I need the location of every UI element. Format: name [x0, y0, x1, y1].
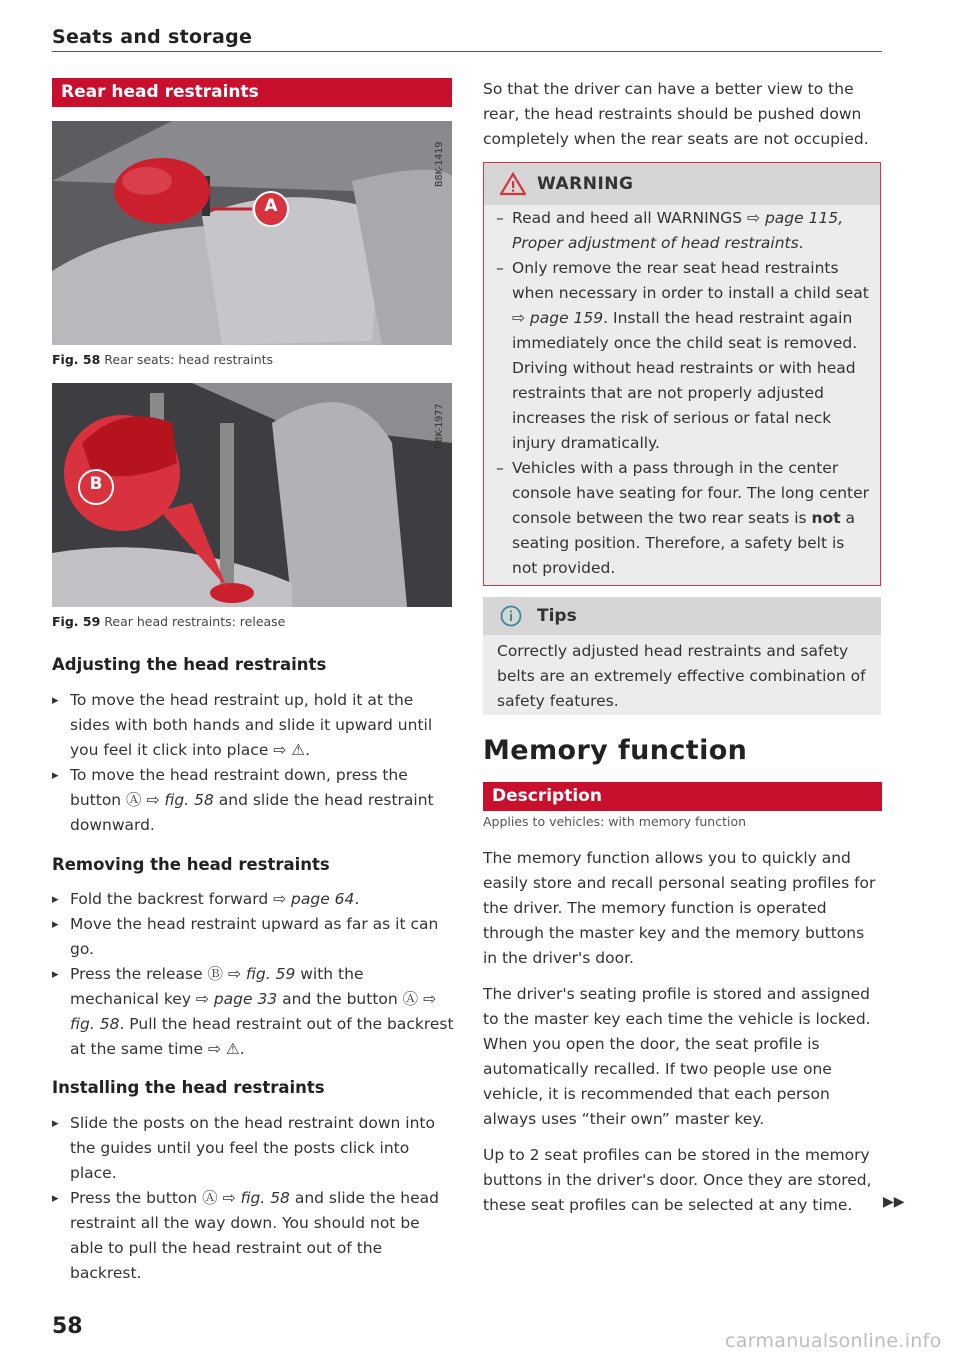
adjusting-step-2: ▸ To move the head restraint down, press the button Ⓐ ⇨ fig. 58 and slide the head restraint downward.	[52, 763, 457, 838]
header-rule	[52, 51, 882, 52]
memory-paragraph-3: Up to 2 seat profiles can be stored in the memory buttons in the driver's door. Once they are stored, these seat profiles can be selected at any time.	[483, 1146, 872, 1214]
installing-step-2: ▸ Press the button Ⓐ ⇨ fig. 58 and slide the head restraint all the way down. You should not be able to pull the head restraint out of the backrest.	[52, 1186, 457, 1286]
link-page-159[interactable]: page 159	[529, 309, 604, 327]
warning-title: WARNING	[537, 174, 634, 194]
memory-paragraph-2: The driver's seating profile is stored and assigned to the master key each time the vehicle is locked. When you open the door, the seat profile is automatically recalled. If two people use one vehicle, it is recommended that each person always uses “their own” master key.	[483, 985, 871, 1128]
link-page-64[interactable]: page 64	[291, 890, 355, 908]
description-section-title: Description	[483, 782, 882, 811]
rear-seat-illustration	[52, 121, 452, 345]
head-restraint-release-illustration	[52, 383, 452, 607]
warning-triangle-icon	[500, 172, 526, 196]
link-fig-58[interactable]: fig. 58	[240, 1189, 290, 1207]
warning-item-3: – Vehicles with a pass through in the center console have seating for four. The long center console between the two rear seats is not a seating position. Therefore, a safety belt is not provided.	[486, 456, 874, 581]
removing-heading: Removing the head restraints	[52, 855, 330, 874]
figure-58-code: B8K-1419	[434, 141, 445, 187]
figure-58-caption-text: Rear seats: head restraints	[104, 352, 274, 367]
label-a-marker: A	[264, 196, 278, 216]
continue-arrow-icon: ▶▶	[883, 1194, 905, 1210]
installing-heading: Installing the head restraints	[52, 1078, 325, 1097]
removing-step-2: ▸ Move the head restraint upward as far as it can go.	[52, 912, 457, 962]
link-fig-59[interactable]: fig. 59	[245, 965, 296, 983]
adjusting-list	[52, 688, 457, 838]
info-icon	[500, 605, 522, 627]
link-page-33[interactable]: page 33	[213, 990, 278, 1008]
memory-function-title: Memory function	[483, 735, 748, 766]
warning-item-1: – Read and heed all WARNINGS ⇨ page 115, Proper adjustment of head restraints.	[486, 206, 874, 256]
intro-paragraph: So that the driver can have a better view to the rear, the head restraints should be pushed down completely when the rear seats are not occupied.	[483, 80, 869, 148]
figure-59-caption	[52, 614, 452, 629]
removing-step-3: ▸ Press the release Ⓑ ⇨ fig. 59 with the mechanical key ⇨ page 33 and the button Ⓐ ⇨ fig. 58. Pull the head restraint out of the backrest at the same time ⇨ ⚠.	[52, 962, 457, 1062]
tips-title: Tips	[537, 606, 577, 626]
figure-59-caption-text: Rear head restraints: release	[104, 614, 286, 629]
section-title-rear-head-restraints: Rear head restraints	[52, 78, 452, 107]
adjusting-heading: Adjusting the head restraints	[52, 655, 327, 674]
watermark: carmanualsonline.info	[725, 1330, 942, 1352]
installing-step-1: ▸ Slide the posts on the head restraint down into the guides until you feel the posts click into place.	[52, 1111, 457, 1186]
memory-paragraph-1: The memory function allows you to quickly and easily store and recall personal seating profiles for the driver. The memory function is operated through the master key and the memory buttons in the driver's door.	[483, 849, 876, 967]
link-page-115[interactable]: page 115, Proper adjustment of head restraints	[512, 209, 844, 252]
label-b-marker: B	[89, 474, 103, 494]
adjusting-step-1: ▸ To move the head restraint up, hold it at the sides with both hands and slide it upward until you feel it click into place ⇨ ⚠.	[52, 688, 457, 763]
figure-58-image	[52, 121, 452, 345]
figure-58-caption	[52, 352, 452, 367]
warning-list	[486, 206, 874, 581]
applies-to-note: Applies to vehicles: with memory function	[483, 814, 747, 829]
removing-list	[52, 887, 457, 1062]
figure-59-image	[52, 383, 452, 607]
figure-59-code: B8K-1977	[434, 403, 445, 449]
removing-step-1: ▸ Fold the backrest forward ⇨ page 64.	[52, 887, 457, 912]
figure-58-number: Fig. 58	[52, 352, 101, 367]
tips-text: Correctly adjusted head restraints and safety belts are an extremely effective combination of safety features.	[497, 642, 866, 710]
link-fig-58[interactable]: fig. 58	[164, 791, 214, 809]
page-number: 58	[52, 1314, 83, 1339]
page-header-title: Seats and storage	[52, 26, 253, 48]
warning-item-2: – Only remove the rear seat head restraints when necessary in order to install a child seat ⇨ page 159. Install the head restraint again immediately once the child seat is removed. Driving without head restraints or with head restraints that are not properly adjusted increases the risk of serious or fatal neck injury dramatically.	[486, 256, 874, 456]
installing-list	[52, 1111, 457, 1286]
link-fig-58[interactable]: fig. 58	[70, 1015, 120, 1033]
figure-59-number: Fig. 59	[52, 614, 101, 629]
